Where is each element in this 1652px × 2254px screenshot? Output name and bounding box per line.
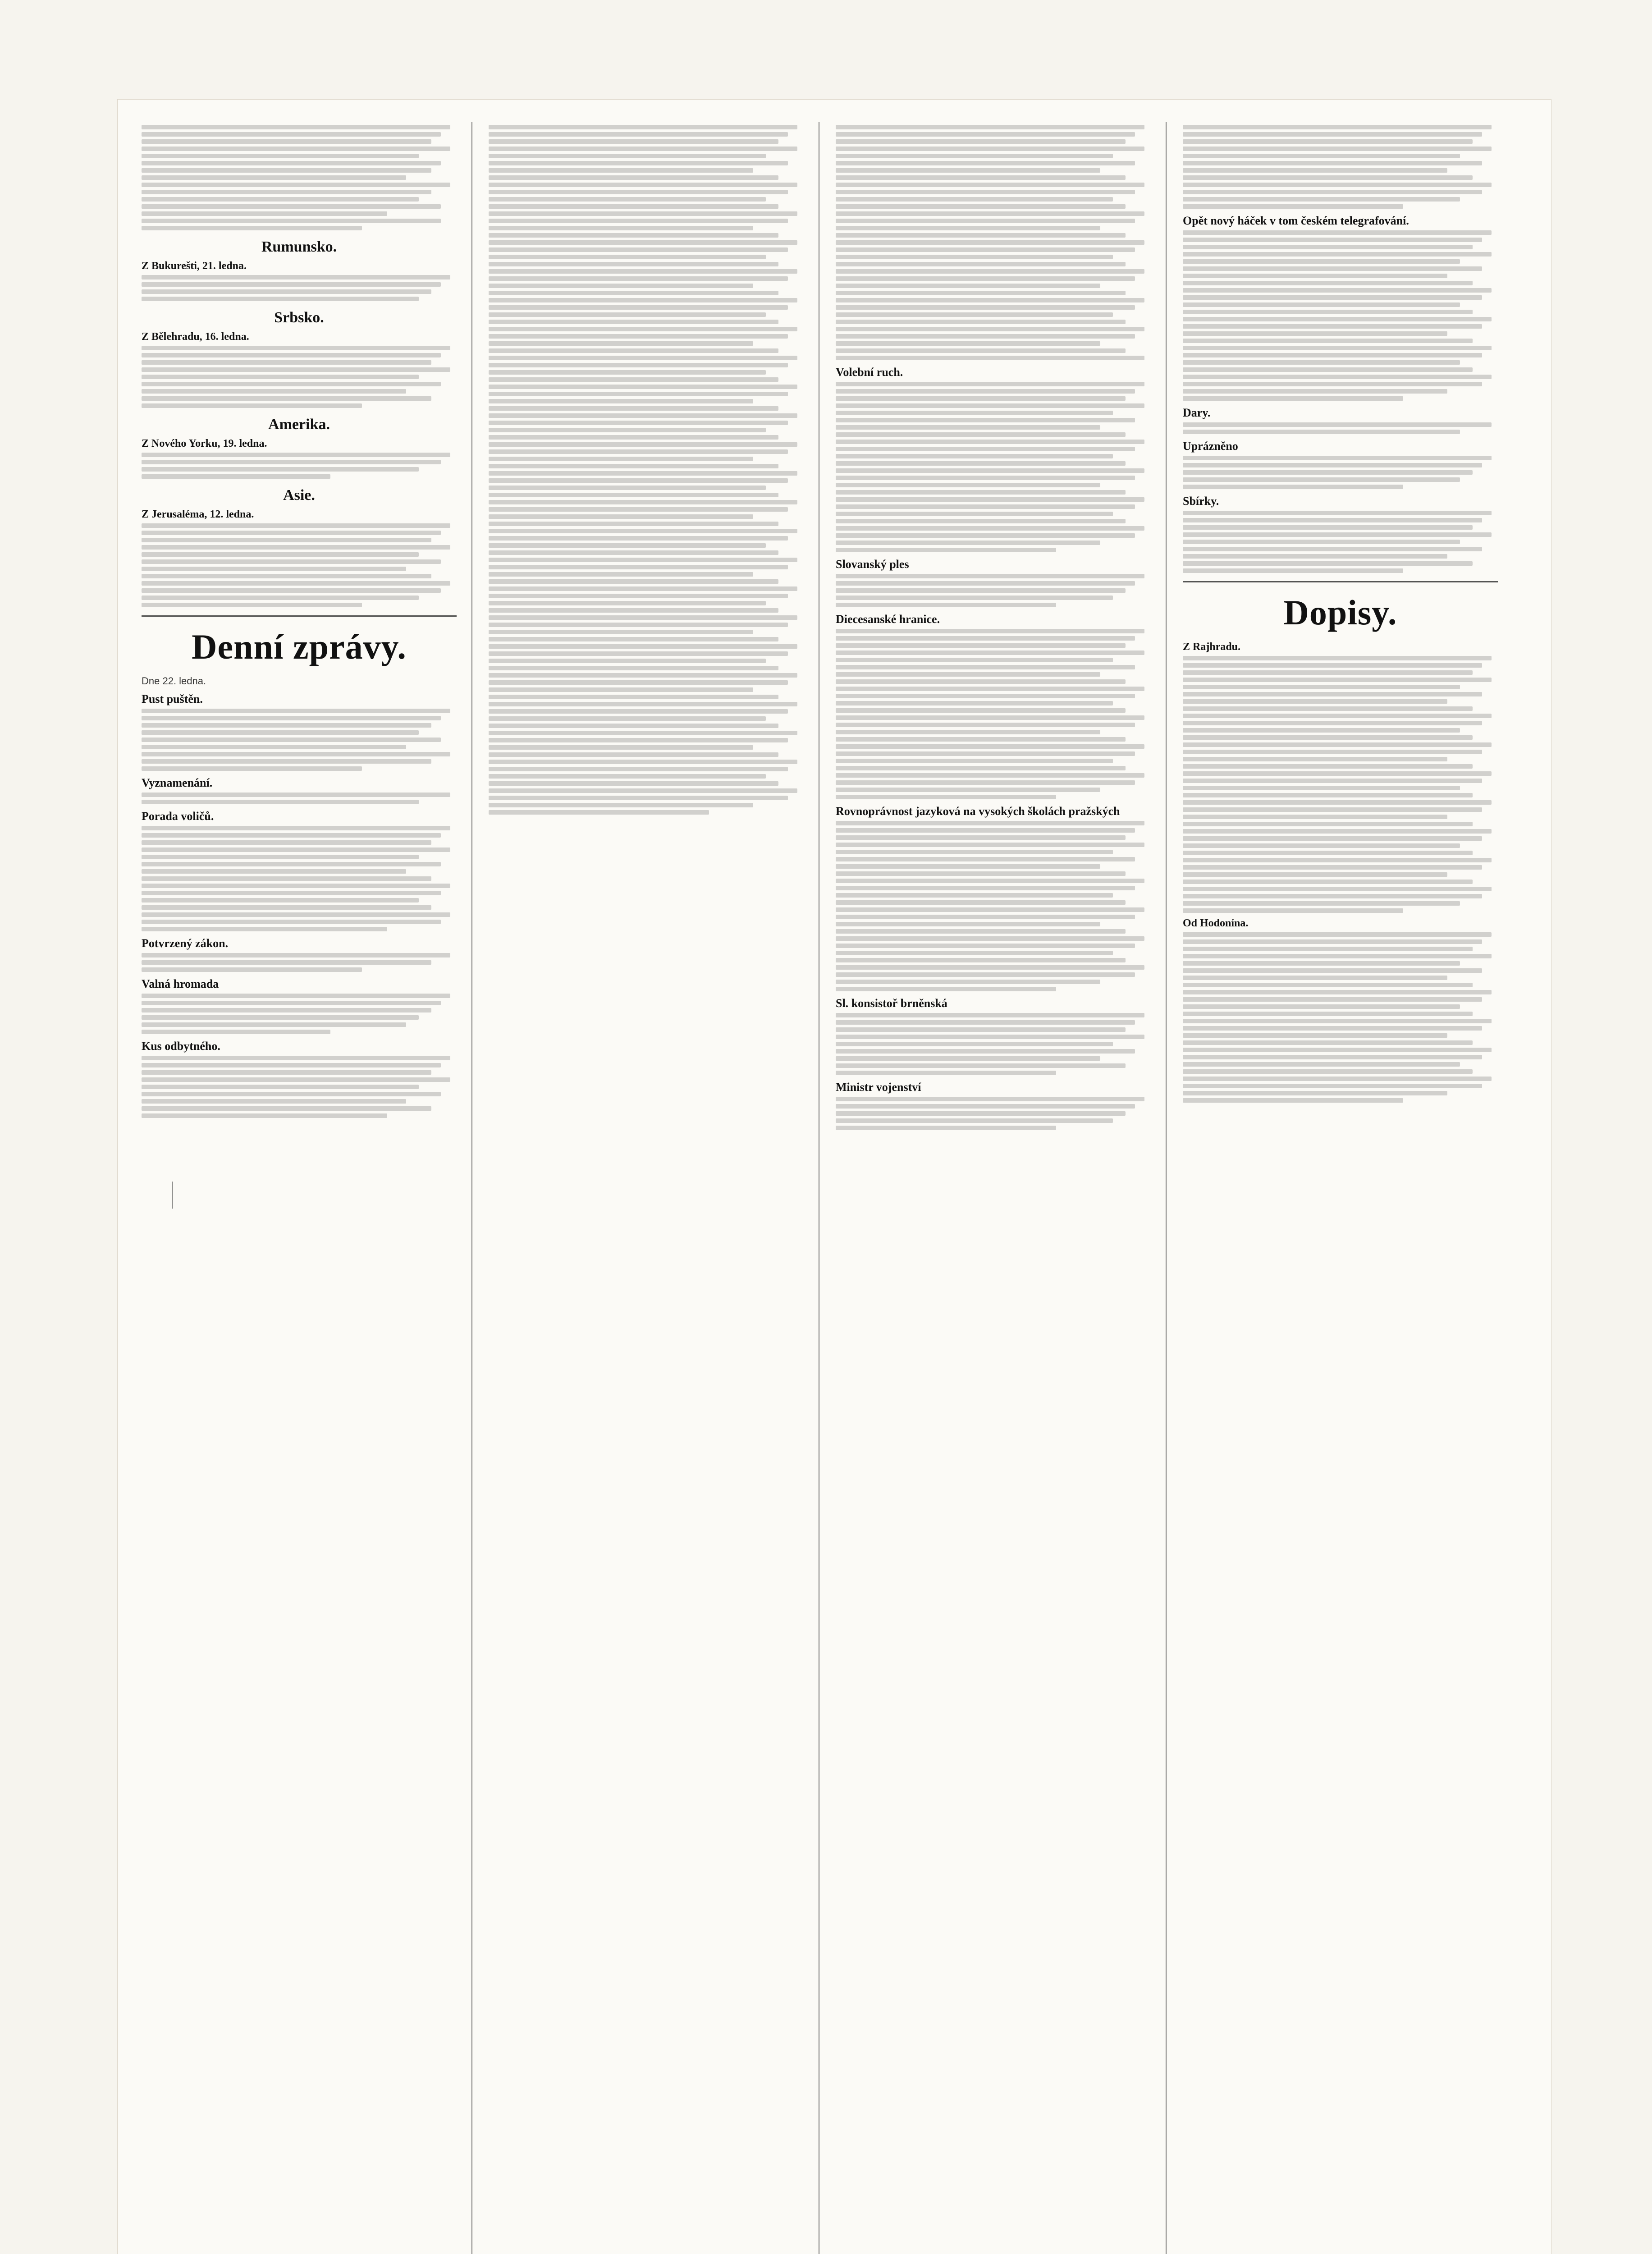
- entry-title-rovnopravnost: Rovnoprávnost jazyková na vysokých školách pražských: [836, 805, 1120, 818]
- dateline-rajhradu: Z Rajhradu.: [1183, 641, 1241, 653]
- dateline-jerusalem: Z Jerusaléma, 12. ledna.: [142, 509, 254, 520]
- entry-title-konsistor: Sl. konsistoř brněnská: [836, 997, 947, 1010]
- entry-title-kus: Kus odbytného.: [142, 1040, 220, 1053]
- column-divider: [1166, 122, 1167, 2254]
- margin-mark: [172, 1182, 187, 1209]
- section-divider: [142, 615, 457, 617]
- entry-title-slovansky-ples: Slovanský ples: [836, 558, 909, 571]
- column-3: [828, 122, 1159, 2254]
- entry-title-potvrzeny: Potvrzený zákon.: [142, 937, 229, 950]
- column-2: [480, 122, 812, 2254]
- entry-title-pust: Pust puštěn.: [142, 692, 203, 706]
- entry-title-dary: Dary.: [1183, 406, 1211, 419]
- dateline-bukurest: Z Bukurešti, 21. ledna.: [142, 260, 247, 272]
- paragraph-block: [489, 125, 804, 815]
- column-divider: [471, 122, 472, 2254]
- entry-title-uprazneno: Uprázněno: [1183, 440, 1238, 453]
- entry-title-volebni: Volební ruch.: [836, 366, 903, 379]
- entry-title-sbirky: Sbírky.: [1183, 495, 1219, 508]
- entry-title-diecesanske-hranice: Diecesanské hranice.: [836, 613, 940, 626]
- entry-title-valna: Valná hromada: [142, 977, 219, 990]
- dateline-hodonina: Od Hodonína.: [1183, 917, 1249, 929]
- section-title-asie: Asie.: [283, 487, 315, 504]
- section-title-amerika: Amerika.: [268, 416, 330, 433]
- entry-title-telegrafovani: Opět nový háček v tom českém telegrafování.: [1183, 214, 1409, 227]
- section-divider: [1183, 581, 1498, 582]
- date-subtitle: Dne 22. ledna.: [142, 675, 206, 687]
- entry-title-porada: Porada voličů.: [142, 810, 214, 823]
- column-4: [1175, 122, 1506, 2254]
- dopisy-title: Dopisy.: [1283, 593, 1397, 632]
- newspaper-page: [117, 99, 1551, 2254]
- section-title-rumunsko: Rumunsko.: [261, 238, 337, 255]
- dateline-new-york: Z Nového Yorku, 19. ledna.: [142, 438, 267, 449]
- section-title-srbsko: Srbsko.: [274, 309, 324, 326]
- dateline-belehradu: Z Bělehradu, 16. ledna.: [142, 331, 249, 343]
- paragraph-block: [142, 125, 457, 230]
- entry-title-vyznamenani: Vyznamenání.: [142, 776, 213, 789]
- entry-title-ministr-vojenstvi: Ministr vojenství: [836, 1081, 921, 1094]
- main-section-title: Denní zprávy.: [192, 627, 407, 666]
